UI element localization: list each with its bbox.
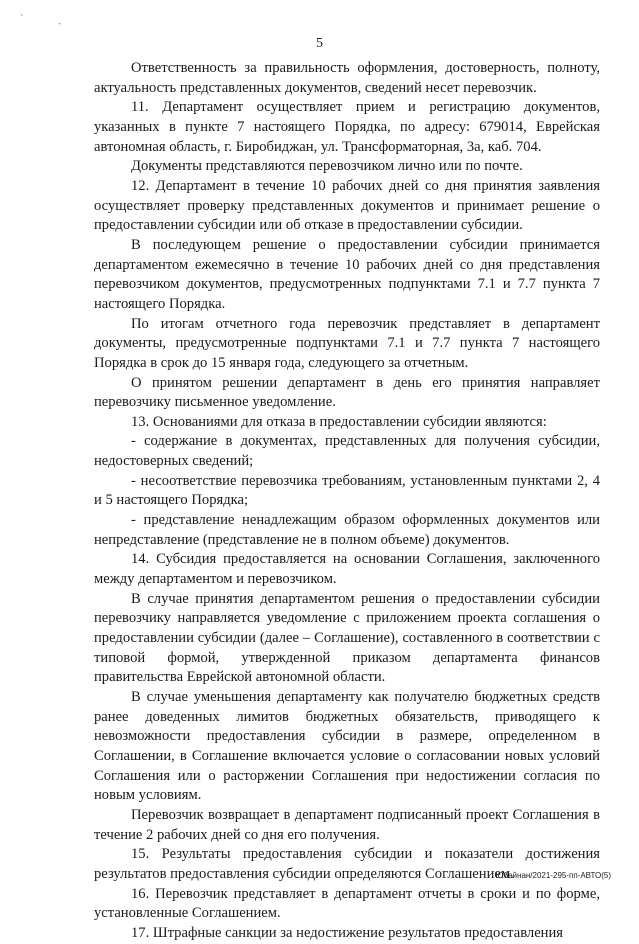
paragraph: 13. Основаниями для отказа в предоставлении субсидии являются: bbox=[131, 413, 547, 430]
paragraph: 14. Субсидия предоставляется на основании Соглашения, заключенного между департаментом и перевозчиком. bbox=[94, 551, 600, 588]
paragraph: 15. Результаты предоставления субсидии и показатели достижения результатов предоставления субсидии определяются Соглашением. bbox=[94, 846, 600, 882]
scan-mark-left: ˋ bbox=[20, 14, 24, 25]
document-body bbox=[94, 59, 600, 944]
paragraph: Ответственность за правильность оформления, достоверность, полноту, актуальность представленных документов, сведений несет перевозчик. bbox=[94, 60, 600, 96]
list-item: - представление ненадлежащим образом оформленных документов или непредставление (представление не в полном объеме) документов. bbox=[94, 512, 600, 548]
list-item: - содержание в документах, представленных для получения субсидии, недостоверных сведений; bbox=[94, 433, 600, 470]
paragraph: О принятом решении департамент в день его принятия направляет перевозчику письменное уведомление. bbox=[94, 374, 600, 411]
paragraph: 17. Штрафные санкции за недостижение результатов предоставления bbox=[131, 924, 564, 941]
paragraph: В последующем решение о предоставлении субсидии принимается департаментом ежемесячно в течение 10 рабочих дней со дня представления перевозчиком документов, предусмотренных подпунктами 7.1 и 7.7 пункта 7 настоящего Порядка. bbox=[94, 236, 600, 312]
scan-mark-right: ˏ bbox=[58, 14, 62, 25]
paragraph: В случае принятия департаментом решения о предоставлении субсидии перевозчику направляется уведомление с приложением проекта соглашения о предоставлении субсидии (далее – Соглашение), составленного в соответствии с типовой формой, утвержденной приказом департамента финансов правительства Еврейской автономной области. bbox=[94, 590, 600, 686]
paragraph: 11. Департамент осуществляет прием и регистрацию документов, указанных в пункте 7 настоящего Порядка, по адресу: 679014, Еврейская автономная область, г. Биробиджан, ул. Трансформаторная, 3а, каб. 704. bbox=[94, 99, 600, 155]
list-item: - несоответствие перевозчика требованиям, установленным пунктами 2, 4 и 5 настоящего Порядка; bbox=[94, 472, 600, 509]
paragraph: По итогам отчетного года перевозчик представляет в департамент документы, предусмотренные подпунктами 7.1 и 7.7 пункта 7 настоящего Порядка в срок до 15 января года, следующего за отчетным. bbox=[94, 315, 600, 371]
paragraph: 16. Перевозчик представляет в департамент отчеты в сроки и по форме, установленные Соглашением. bbox=[94, 885, 600, 922]
paragraph: В случае уменьшения департаменту как получателю бюджетных средств ранее доведенных лимитов бюджетных обязательств, приводящего к невозможности предоставления субсидии в размере, определенном в Соглашении, в Соглашение включается условие о согласовании новых условий Соглашения или о расторжении Соглашения при недостижении согласия по новым условиям. bbox=[94, 689, 600, 804]
document-footer-code: Юбейнан/2021-295-пп-АВТО(5) bbox=[495, 871, 611, 880]
paragraph: 12. Департамент в течение 10 рабочих дней со дня принятия заявления осуществляет проверку представленных документов и принимает решение о предоставлении субсидии или об отказе в предоставлении субсидии. bbox=[94, 177, 600, 234]
paragraph: Документы представляются перевозчиком лично или по почте. bbox=[131, 158, 523, 175]
page-number: 5 bbox=[316, 36, 323, 51]
paragraph: Перевозчик возвращает в департамент подписанный проект Соглашения в течение 2 рабочих дней со дня его получения. bbox=[94, 806, 600, 843]
